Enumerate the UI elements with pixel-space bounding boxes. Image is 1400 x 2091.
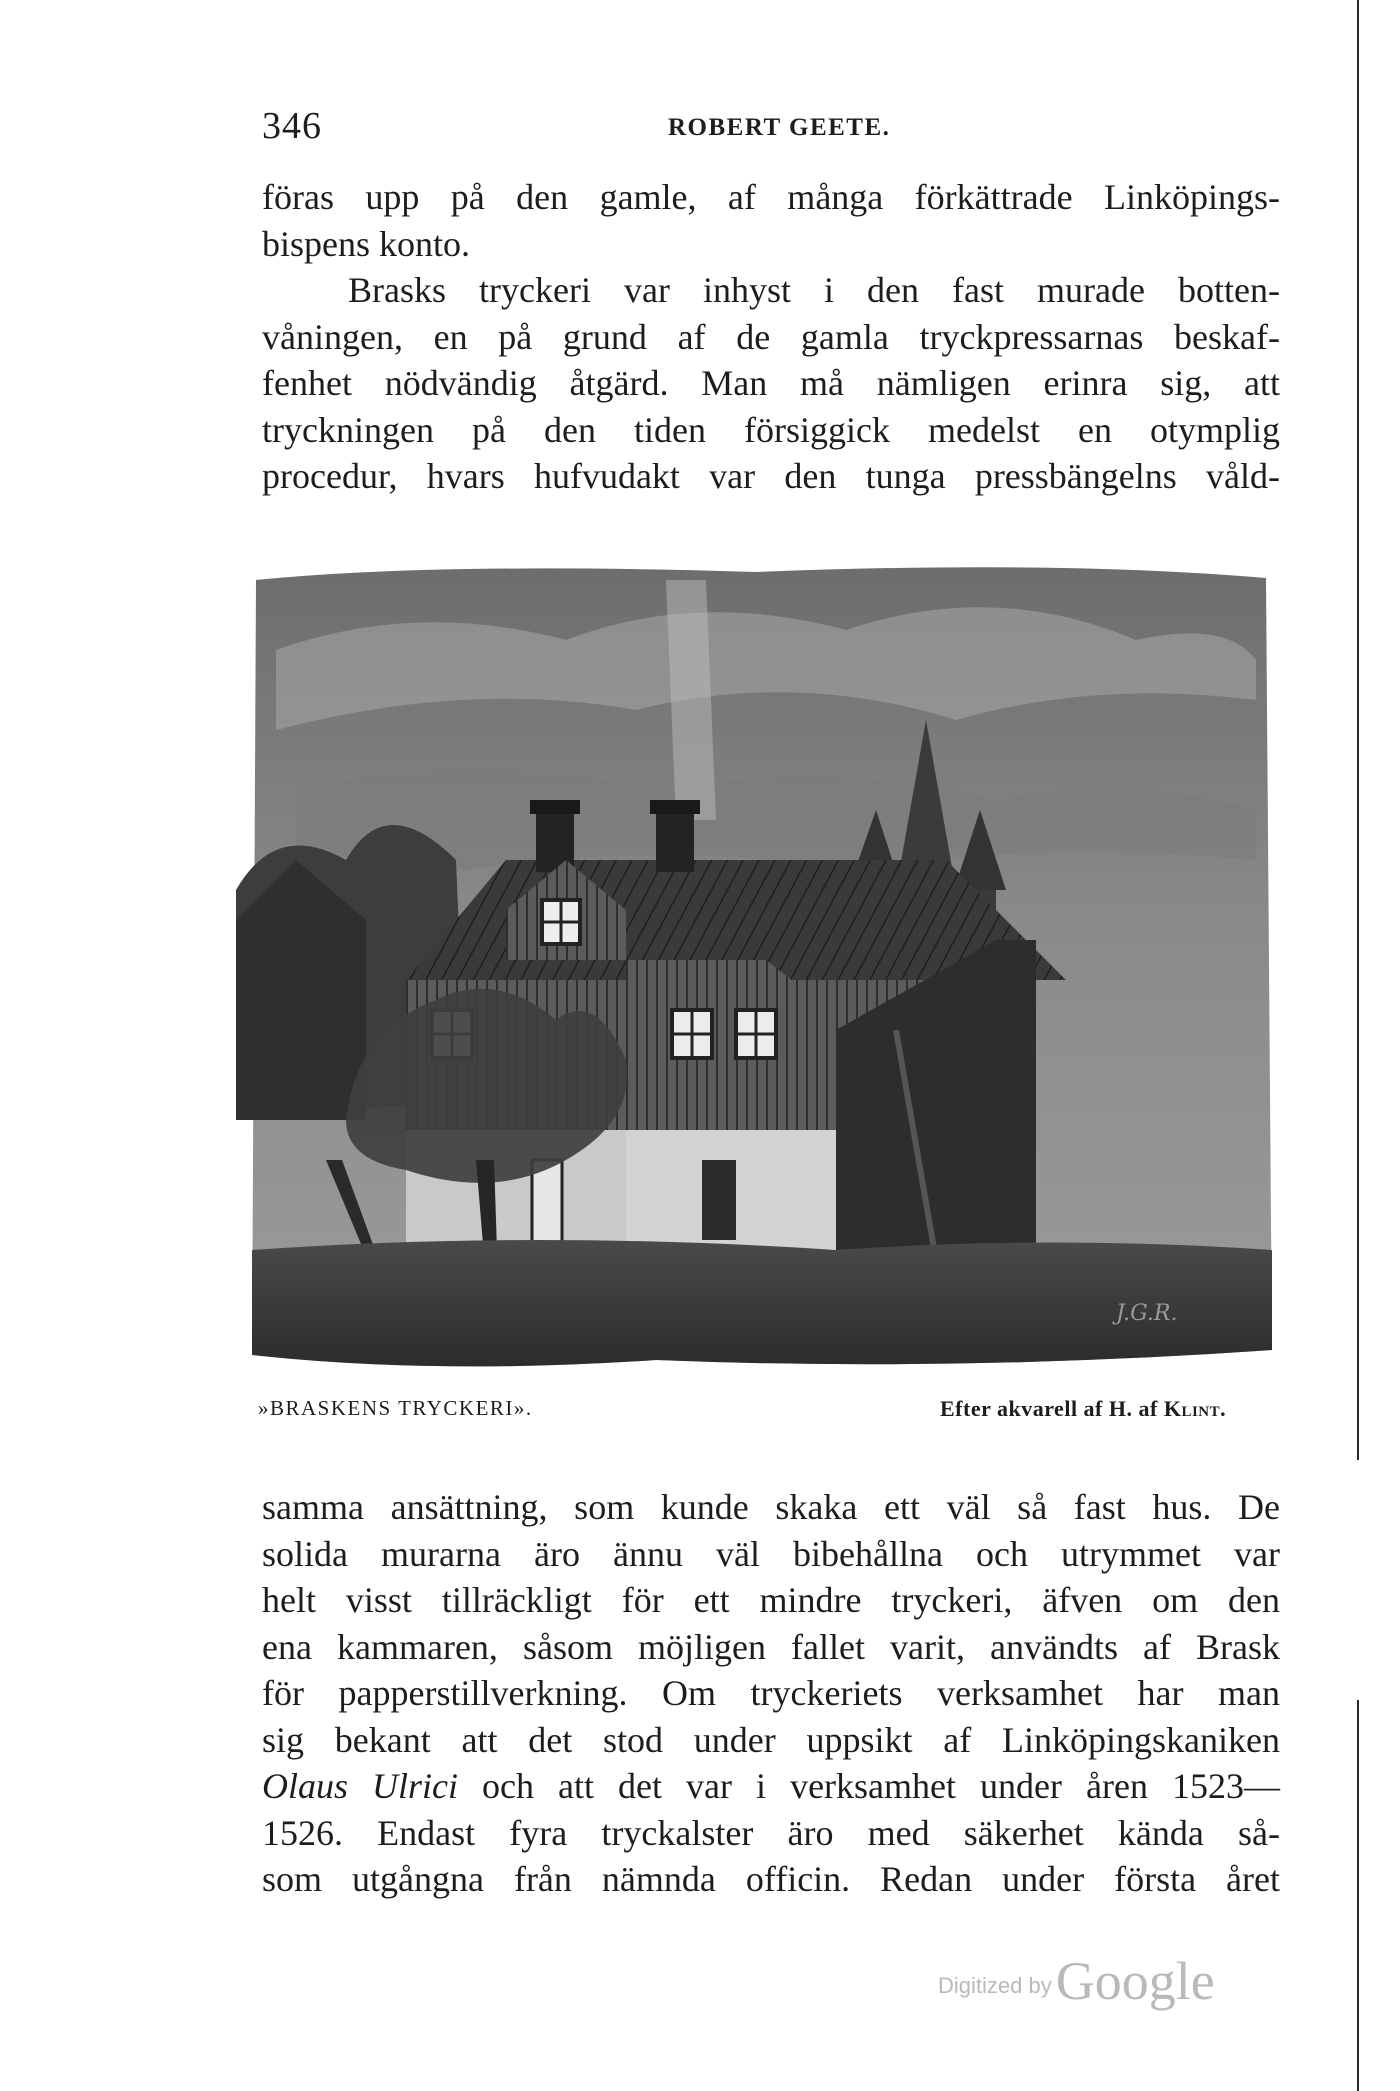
figure-credit-prefix: Efter akvarell af H. af	[940, 1396, 1164, 1421]
text-line: 1526. Endast fyra tryckalster äro med säkerhet kända så-	[262, 1812, 1280, 1853]
text-line: tryckningen på den tiden försiggick medelst en otymplig	[262, 409, 1280, 450]
text-line: fenhet nödvändig åtgärd. Man må nämligen erinra sig, att	[262, 363, 1280, 403]
figure-credit	[940, 1396, 1226, 1422]
body-text-bottom	[262, 1484, 1280, 1903]
page-number: 346	[262, 105, 322, 147]
running-head: ROBERT GEETE.	[668, 114, 891, 141]
watermark-prefix: Digitized by	[938, 1973, 1052, 1998]
artist-monogram: J.G.R.	[1116, 1301, 1178, 1326]
body-text-top	[262, 174, 1280, 500]
page-edge-rule	[1357, 0, 1359, 1460]
figure-caption: »BRASKENS TRYCKERI».	[258, 1396, 533, 1420]
illustration-braskens-tryckeri	[236, 560, 1288, 1390]
google-logo-text: Google	[1055, 1951, 1215, 2011]
text-line: som utgångna från nämnda officin. Redan under första året	[262, 1859, 1280, 1899]
italic-name: Olaus Ulrici	[262, 1766, 459, 1806]
page-edge-rule-lower	[1357, 1700, 1359, 2091]
text-line: ena kammaren, såsom möjligen fallet varit, användts af Brask	[262, 1626, 1280, 1667]
text-line: helt visst tillräckligt för ett mindre tryckeri, äfven om den	[262, 1580, 1280, 1620]
text-line: samma ansättning, som kunde skaka ett väl så fast hus. De	[262, 1487, 1280, 1527]
text-line-remainder: och att det var i verksamhet under åren 1523—	[458, 1766, 1280, 1806]
text-line: föras upp på den gamle, af många förkättrade Linköpings-	[262, 177, 1280, 217]
text-line: solida murarna äro ännu väl bibehållna och utrymmet var	[262, 1533, 1280, 1574]
chimney	[656, 808, 694, 872]
door	[702, 1160, 736, 1240]
digitized-watermark	[938, 1950, 1215, 2012]
figure-credit-name: Klint.	[1163, 1396, 1227, 1421]
text-line: Brasks tryckeri var inhyst i den fast murade botten-	[348, 270, 1280, 310]
text-line: för papperstillverkning. Om tryckeriets verksamhet har man	[262, 1673, 1280, 1713]
text-line: våningen, en på grund af de gamla tryckpressarnas beskaf-	[262, 316, 1280, 357]
text-line: bispens konto.	[262, 223, 471, 264]
text-line-with-name	[262, 1763, 1280, 1810]
text-line: procedur, hvars hufvudakt var den tunga pressbängelns våld-	[262, 456, 1280, 496]
text-line: sig bekant att det stod under uppsikt af Linköpingskaniken	[262, 1719, 1280, 1760]
